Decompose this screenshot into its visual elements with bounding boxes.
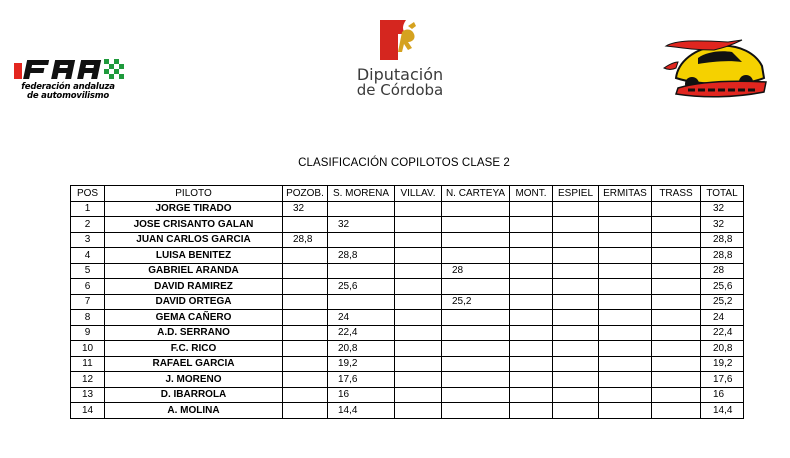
cell-total: 17,6 xyxy=(701,372,744,388)
cell-pos: 8 xyxy=(71,310,105,326)
page-title: CLASIFICACIÓN COPILOTOS CLASE 2 xyxy=(298,157,510,169)
cell-mont xyxy=(510,372,553,388)
cell-ermitas xyxy=(599,372,652,388)
cell-trass xyxy=(652,248,701,264)
cell-espiel xyxy=(553,263,599,279)
table-row xyxy=(71,201,744,217)
cell-ermitas xyxy=(599,248,652,264)
cell-mont xyxy=(510,310,553,326)
cell-s-morena xyxy=(328,201,395,217)
cell-villav xyxy=(395,372,442,388)
cell-pos: 6 xyxy=(71,279,105,295)
cell-total: 25,2 xyxy=(701,294,744,310)
column-header-total: TOTAL xyxy=(701,186,744,202)
cell-n-carteya xyxy=(442,341,510,357)
cell-mont xyxy=(510,387,553,403)
cell-ermitas xyxy=(599,387,652,403)
cell-s-morena: 25,6 xyxy=(328,279,395,295)
cell-pos: 10 xyxy=(71,341,105,357)
cell-total: 16 xyxy=(701,387,744,403)
cell-pos: 9 xyxy=(71,325,105,341)
cell-pozob xyxy=(283,248,328,264)
cell-piloto: DAVID ORTEGA xyxy=(105,294,283,310)
cell-s-morena xyxy=(328,263,395,279)
cell-pozob xyxy=(283,387,328,403)
cell-pozob xyxy=(283,217,328,233)
table-row xyxy=(71,263,744,279)
table-row xyxy=(71,310,744,326)
cell-pozob xyxy=(283,279,328,295)
cell-pozob xyxy=(283,310,328,326)
column-header-trass: TRASS xyxy=(652,186,701,202)
cell-total: 25,6 xyxy=(701,279,744,295)
cell-n-carteya xyxy=(442,217,510,233)
cell-mont xyxy=(510,403,553,419)
cell-trass xyxy=(652,294,701,310)
cell-n-carteya: 28 xyxy=(442,263,510,279)
cell-piloto: J. MORENO xyxy=(105,372,283,388)
cell-pozob: 28,8 xyxy=(283,232,328,248)
cell-espiel xyxy=(553,232,599,248)
cell-pos: 13 xyxy=(71,387,105,403)
table-row xyxy=(71,356,744,372)
cell-s-morena xyxy=(328,294,395,310)
cell-mont xyxy=(510,232,553,248)
cell-villav xyxy=(395,341,442,357)
cell-pozob xyxy=(283,372,328,388)
cell-s-morena: 19,2 xyxy=(328,356,395,372)
cell-espiel xyxy=(553,294,599,310)
faa-logo-text xyxy=(8,83,128,101)
cell-piloto: F.C. RICO xyxy=(105,341,283,357)
cell-pos: 3 xyxy=(71,232,105,248)
column-header-s-morena: S. MORENA xyxy=(328,186,395,202)
cell-mont xyxy=(510,248,553,264)
cell-mont xyxy=(510,279,553,295)
column-header-pos: POS xyxy=(71,186,105,202)
cell-trass xyxy=(652,217,701,233)
cell-piloto: LUISA BENITEZ xyxy=(105,248,283,264)
cell-pozob xyxy=(283,356,328,372)
cell-total: 28,8 xyxy=(701,248,744,264)
cell-total: 32 xyxy=(701,201,744,217)
cell-pos: 11 xyxy=(71,356,105,372)
cell-n-carteya xyxy=(442,356,510,372)
cell-piloto: A.D. SERRANO xyxy=(105,325,283,341)
diputacion-logo-mark xyxy=(378,18,422,62)
cell-n-carteya xyxy=(442,248,510,264)
cell-piloto: RAFAEL GARCIA xyxy=(105,356,283,372)
cell-ermitas xyxy=(599,341,652,357)
table-body xyxy=(71,201,744,418)
table-row xyxy=(71,325,744,341)
cell-s-morena: 16 xyxy=(328,387,395,403)
cell-espiel xyxy=(553,279,599,295)
cell-mont xyxy=(510,356,553,372)
cell-ermitas xyxy=(599,201,652,217)
cell-piloto: JUAN CARLOS GARCIA xyxy=(105,232,283,248)
cell-total: 14,4 xyxy=(701,403,744,419)
cell-piloto: JOSE CRISANTO GALAN xyxy=(105,217,283,233)
cell-pozob xyxy=(283,325,328,341)
cell-piloto: DAVID RAMIREZ xyxy=(105,279,283,295)
cell-pos: 12 xyxy=(71,372,105,388)
table-row xyxy=(71,217,744,233)
cell-trass xyxy=(652,372,701,388)
cell-espiel xyxy=(553,201,599,217)
cell-trass xyxy=(652,387,701,403)
cell-piloto: GABRIEL ARANDA xyxy=(105,263,283,279)
cell-piloto: A. MOLINA xyxy=(105,403,283,419)
cell-total: 24 xyxy=(701,310,744,326)
cell-pozob xyxy=(283,341,328,357)
cell-ermitas xyxy=(599,294,652,310)
cell-villav xyxy=(395,263,442,279)
results-table xyxy=(70,185,744,419)
cell-pozob: 32 xyxy=(283,201,328,217)
cell-mont xyxy=(510,201,553,217)
cell-s-morena: 32 xyxy=(328,217,395,233)
cell-total: 20,8 xyxy=(701,341,744,357)
cell-n-carteya xyxy=(442,310,510,326)
cell-mont xyxy=(510,217,553,233)
cell-s-morena: 14,4 xyxy=(328,403,395,419)
cell-pos: 5 xyxy=(71,263,105,279)
cell-villav xyxy=(395,387,442,403)
faa-logo-mark xyxy=(12,56,124,82)
diputacion-subtitle: de Córdoba xyxy=(356,81,444,99)
cell-pozob xyxy=(283,403,328,419)
cell-piloto: JORGE TIRADO xyxy=(105,201,283,217)
table-row xyxy=(71,387,744,403)
cell-ermitas xyxy=(599,217,652,233)
faa-name-line1: federación andaluza xyxy=(21,82,115,92)
cell-n-carteya xyxy=(442,403,510,419)
faa-name-line2: de automovilismo xyxy=(26,91,110,101)
column-header-ermitas: ERMITAS xyxy=(599,186,652,202)
cell-trass xyxy=(652,232,701,248)
cell-espiel xyxy=(553,325,599,341)
cell-espiel xyxy=(553,217,599,233)
cell-villav xyxy=(395,232,442,248)
cell-villav xyxy=(395,310,442,326)
cell-villav xyxy=(395,325,442,341)
table-row xyxy=(71,403,744,419)
cell-n-carteya xyxy=(442,279,510,295)
cell-villav xyxy=(395,217,442,233)
column-header-piloto: PILOTO xyxy=(105,186,283,202)
cell-ermitas xyxy=(599,263,652,279)
cell-pos: 2 xyxy=(71,217,105,233)
cell-total: 22,4 xyxy=(701,325,744,341)
cell-n-carteya xyxy=(442,372,510,388)
cell-s-morena: 24 xyxy=(328,310,395,326)
cell-villav xyxy=(395,279,442,295)
cell-villav xyxy=(395,248,442,264)
cell-n-carteya xyxy=(442,325,510,341)
cell-s-morena: 28,8 xyxy=(328,248,395,264)
cell-ermitas xyxy=(599,279,652,295)
table-row xyxy=(71,248,744,264)
table-row xyxy=(71,372,744,388)
cell-trass xyxy=(652,310,701,326)
cell-mont xyxy=(510,341,553,357)
cell-espiel xyxy=(553,387,599,403)
cell-trass xyxy=(652,356,701,372)
cell-ermitas xyxy=(599,232,652,248)
cell-espiel xyxy=(553,310,599,326)
cell-pos: 14 xyxy=(71,403,105,419)
cell-total: 28 xyxy=(701,263,744,279)
cell-villav xyxy=(395,403,442,419)
cell-pozob xyxy=(283,263,328,279)
cell-total: 19,2 xyxy=(701,356,744,372)
table-header-row xyxy=(71,186,744,202)
table-row xyxy=(71,279,744,295)
cell-ermitas xyxy=(599,310,652,326)
cell-trass xyxy=(652,201,701,217)
cell-s-morena: 20,8 xyxy=(328,341,395,357)
cell-mont xyxy=(510,263,553,279)
cell-pos: 7 xyxy=(71,294,105,310)
automovil-club-logo-mark xyxy=(662,38,768,102)
cell-ermitas xyxy=(599,356,652,372)
diputacion-logo xyxy=(350,18,450,100)
table-row xyxy=(71,341,744,357)
cell-n-carteya xyxy=(442,201,510,217)
cell-ermitas xyxy=(599,325,652,341)
cell-espiel xyxy=(553,372,599,388)
column-header-n-carteya: N. CARTEYA xyxy=(442,186,510,202)
cell-villav xyxy=(395,356,442,372)
cell-villav xyxy=(395,294,442,310)
cell-n-carteya xyxy=(442,232,510,248)
cell-villav xyxy=(395,201,442,217)
cell-trass xyxy=(652,341,701,357)
column-header-villav: VILLAV. xyxy=(395,186,442,202)
cell-piloto: D. IBARROLA xyxy=(105,387,283,403)
diputacion-name: Diputación xyxy=(356,65,444,84)
cell-s-morena: 17,6 xyxy=(328,372,395,388)
cell-s-morena xyxy=(328,232,395,248)
cell-total: 32 xyxy=(701,217,744,233)
cell-n-carteya xyxy=(442,387,510,403)
cell-trass xyxy=(652,325,701,341)
table-row xyxy=(71,294,744,310)
cell-mont xyxy=(510,294,553,310)
cell-trass xyxy=(652,403,701,419)
cell-trass xyxy=(652,279,701,295)
column-header-espiel: ESPIEL xyxy=(553,186,599,202)
cell-trass xyxy=(652,263,701,279)
automovil-club-cordoba-logo xyxy=(662,38,768,102)
cell-espiel xyxy=(553,403,599,419)
cell-mont xyxy=(510,325,553,341)
column-header-mont: MONT. xyxy=(510,186,553,202)
cell-n-carteya: 25,2 xyxy=(442,294,510,310)
faa-logo xyxy=(8,54,126,104)
cell-ermitas xyxy=(599,403,652,419)
cell-s-morena: 22,4 xyxy=(328,325,395,341)
cell-pos: 4 xyxy=(71,248,105,264)
table-row xyxy=(71,232,744,248)
cell-total: 28,8 xyxy=(701,232,744,248)
cell-pos: 1 xyxy=(71,201,105,217)
cell-espiel xyxy=(553,248,599,264)
cell-piloto: GEMA CAÑERO xyxy=(105,310,283,326)
cell-espiel xyxy=(553,356,599,372)
cell-pozob xyxy=(283,294,328,310)
cell-espiel xyxy=(553,341,599,357)
column-header-pozob: POZOB. xyxy=(283,186,328,202)
